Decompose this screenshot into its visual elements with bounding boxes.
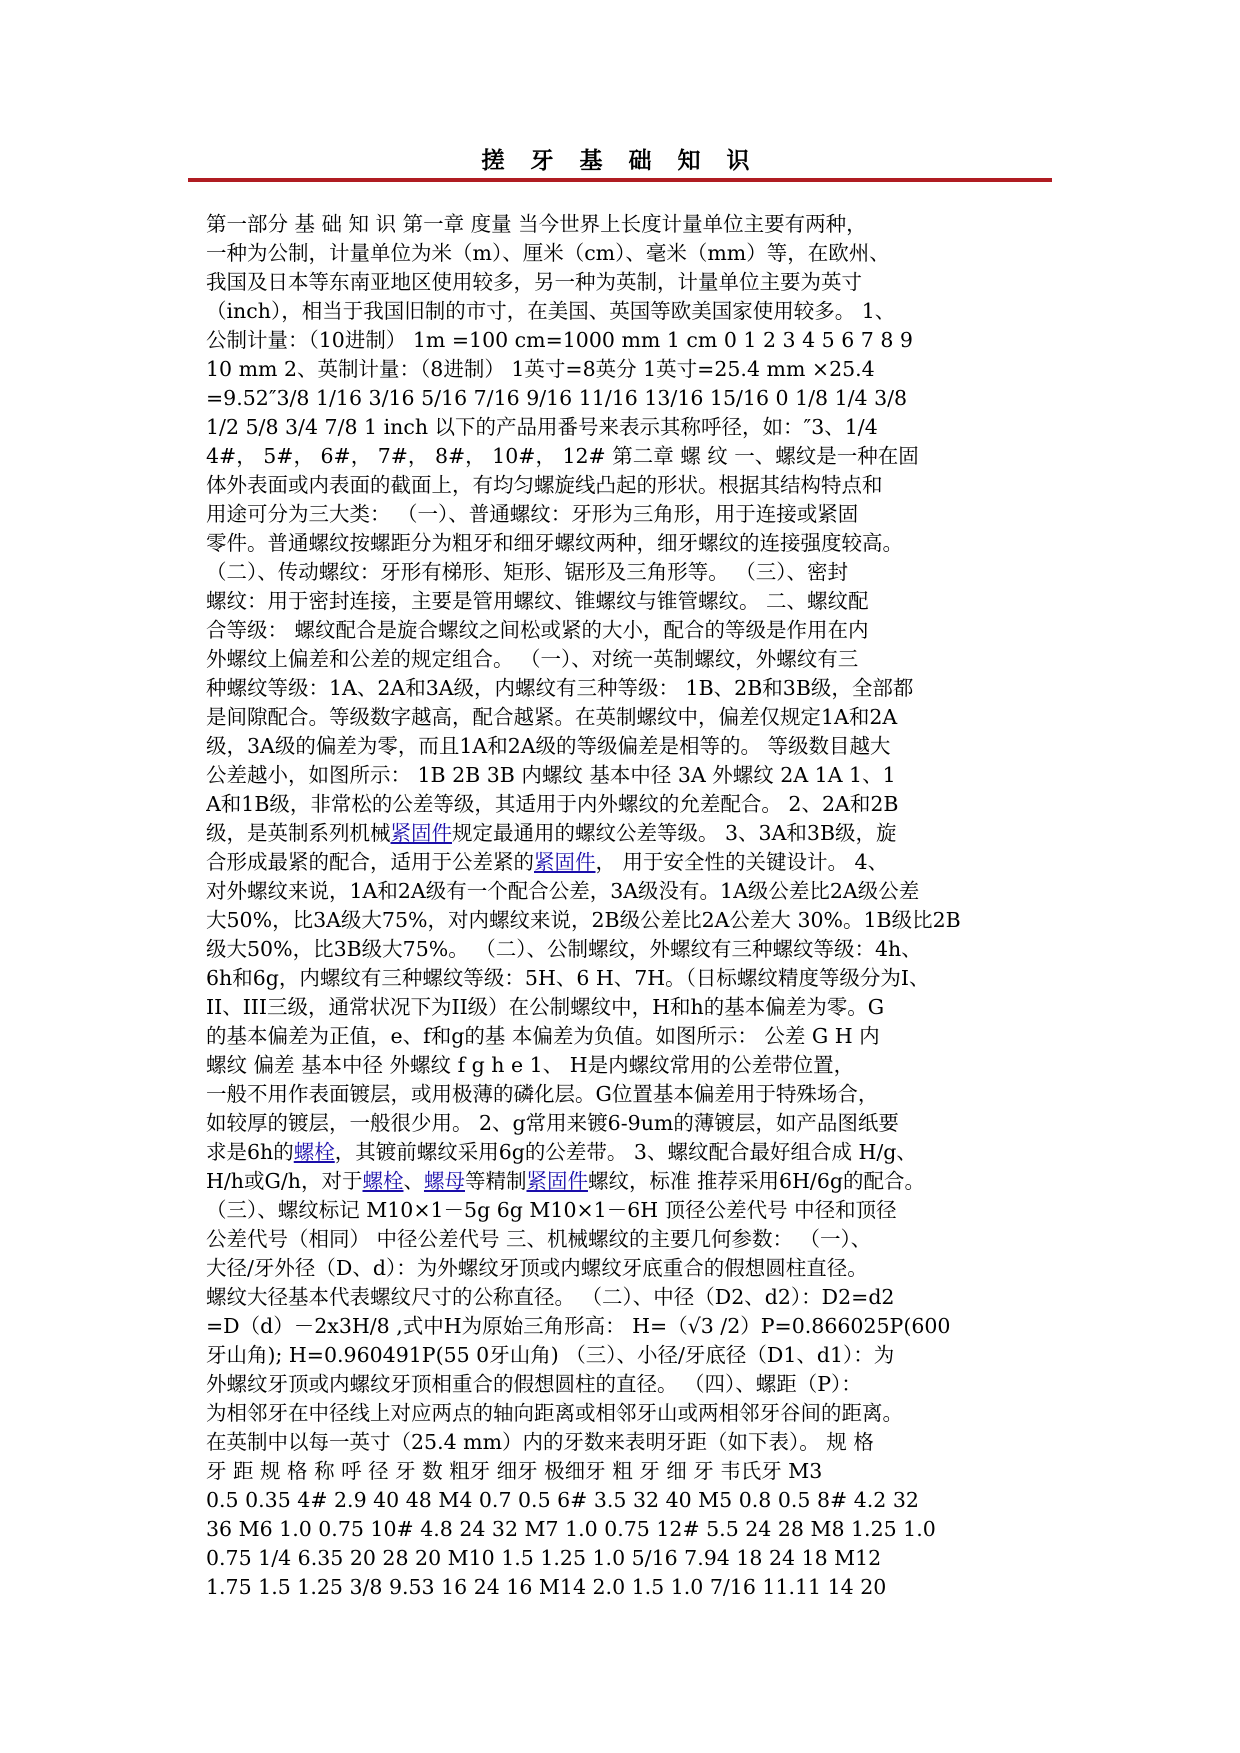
text-segment: 外螺纹牙顶或内螺纹牙顶相重合的假想圆柱的直径。 （四）、螺距（P）： xyxy=(206,1372,862,1396)
text-segment: 在英制中以每一英寸（25.4 mm）内的牙数来表明牙距（如下表）。 规 格 xyxy=(206,1430,874,1454)
text-segment: 级，3A级的偏差为零，而且1A和2A级的等级偏差是相等的。 等级数目越大 xyxy=(206,734,891,758)
text-line xyxy=(206,558,1046,587)
text-segment: 种螺纹等级：1A、2A和3A级，内螺纹有三种等级： 1B、2B和3B级，全部都 xyxy=(206,676,914,700)
text-line xyxy=(206,1225,1046,1254)
text-segment: 0.75 1/4 6.35 20 28 20 M10 1.5 1.25 1.0 5/16 7.94 18 24 18 M12 xyxy=(206,1546,882,1570)
text-line xyxy=(206,1370,1046,1399)
text-line xyxy=(206,268,1046,297)
text-segment: 级，是英制系列机械 xyxy=(206,821,391,845)
text-line xyxy=(206,906,1046,935)
text-segment: 牙 距 规 格 称 呼 径 牙 数 粗牙 细牙 极细牙 粗 牙 细 牙 韦氏牙 M3 xyxy=(206,1459,823,1483)
text-segment: 一般不用作表面镀层，或用极薄的磷化层。G位置基本偏差用于特殊场合， xyxy=(206,1082,879,1106)
text-line xyxy=(206,587,1046,616)
page-title: 搓 牙 基 础 知 识 xyxy=(481,147,759,174)
text-segment: 体外表面或内表面的截面上，有均匀螺旋线凸起的形状。根据其结构特点和 xyxy=(206,473,883,497)
text-segment: 级大50%，比3B级大75%。 （二）、公制螺纹，外螺纹有三种螺纹等级：4h、 xyxy=(206,937,922,961)
text-line xyxy=(206,1428,1046,1457)
text-line xyxy=(206,848,1046,877)
text-segment: 规定最通用的螺纹公差等级。 3、3A和3B级，旋 xyxy=(452,821,897,845)
text-segment: 螺纹大径基本代表螺纹尺寸的公称直径。 （二）、中径（D2、d2）：D2=d2 xyxy=(206,1285,895,1309)
text-segment: 6h和6g，内螺纹有三种螺纹等级：5H、6 H、7H。（日标螺纹精度等级分为I、 xyxy=(206,966,930,990)
text-segment: 的基本偏差为正值，e、f和g的基 本偏差为负值。如图所示： 公差 G H 内 xyxy=(206,1024,880,1048)
text-segment: 一种为公制，计量单位为米（m）、厘米（cm）、毫米（mm）等，在欧州、 xyxy=(206,241,890,265)
text-segment: 、 xyxy=(403,1169,424,1193)
text-line xyxy=(206,819,1046,848)
text-segment: 4#， 5#， 6#， 7#， 8#， 10#， 12# 第二章 螺 纹 一、螺纹是一种在固 xyxy=(206,444,919,468)
text-segment: =D（d）－2x3H/8 ,式中H为原始三角形高： H=（√3 /2）P=0.866025P(600 xyxy=(206,1314,951,1338)
text-line xyxy=(206,1457,1046,1486)
text-line xyxy=(206,674,1046,703)
inline-link[interactable]: 螺栓 xyxy=(293,1140,335,1164)
text-line xyxy=(206,239,1046,268)
text-line xyxy=(206,616,1046,645)
text-line xyxy=(206,413,1046,442)
text-segment: 公差越小，如图所示： 1B 2B 3B 内螺纹 基本中径 3A 外螺纹 2A 1A 1、1 xyxy=(206,763,896,787)
text-segment: 1/2 5/8 3/4 7/8 1 inch 以下的产品用番号来表示其称呼径，如：″3、1/4 xyxy=(206,415,878,439)
text-line xyxy=(206,500,1046,529)
text-segment: 第一部分 基 础 知 识 第一章 度量 当今世界上长度计量单位主要有两种， xyxy=(206,212,867,236)
text-segment: 螺纹，标准 推荐采用6H/6g的配合。 xyxy=(587,1169,925,1193)
text-segment: 公制计量：（10进制） 1m =100 cm=1000 mm 1 cm 0 1 2 3 4 5 6 7 8 9 xyxy=(206,328,913,352)
text-line xyxy=(206,1080,1046,1109)
text-line xyxy=(206,1399,1046,1428)
text-line xyxy=(206,1138,1046,1167)
text-segment: 1.75 1.5 1.25 3/8 9.53 16 24 16 M14 2.0 1.5 1.0 7/16 11.11 14 20 xyxy=(206,1575,887,1599)
text-line xyxy=(206,732,1046,761)
text-segment: ， 用于安全性的关键设计。 4、 xyxy=(595,850,889,874)
inline-link[interactable]: 螺母 xyxy=(423,1169,465,1193)
text-segment: 为相邻牙在中径线上对应两点的轴向距离或相邻牙山或两相邻牙谷间的距离。 xyxy=(206,1401,903,1425)
text-segment: 牙山角); H=0.960491P(55 0牙山角) （三）、小径/牙底径（D1、d1）：为 xyxy=(206,1343,895,1367)
document-body xyxy=(206,210,1046,1602)
text-line xyxy=(206,297,1046,326)
inline-link[interactable]: 螺栓 xyxy=(362,1169,404,1193)
text-line xyxy=(206,471,1046,500)
text-segment: 大径/牙外径（D、d）：为外螺纹牙顶或内螺纹牙底重合的假想圆柱直径。 xyxy=(206,1256,868,1280)
text-segment: 如较厚的镀层，一般很少用。 2、g常用来镀6-9um的薄镀层，如产品图纸要 xyxy=(206,1111,899,1135)
text-line xyxy=(206,935,1046,964)
inline-link[interactable]: 紧固件 xyxy=(534,850,596,874)
text-segment: 我国及日本等东南亚地区使用较多，另一种为英制，计量单位主要为英寸 xyxy=(206,270,862,294)
text-segment: 36 M6 1.0 0.75 10# 4.8 24 32 M7 1.0 0.75 12# 5.5 24 28 M8 1.25 1.0 xyxy=(206,1517,936,1541)
text-line xyxy=(206,645,1046,674)
text-line xyxy=(206,1254,1046,1283)
text-segment: 零件。普通螺纹按螺距分为粗牙和细牙螺纹两种，细牙螺纹的连接强度较高。 xyxy=(206,531,903,555)
text-segment: 合形成最紧的配合，适用于公差紧的 xyxy=(206,850,534,874)
text-line xyxy=(206,964,1046,993)
text-segment: H/h或G/h，对于 xyxy=(206,1169,363,1193)
text-segment: 对外螺纹来说，1A和2A级有一个配合公差，3A级没有。1A级公差比2A级公差 xyxy=(206,879,920,903)
inline-link[interactable]: 紧固件 xyxy=(526,1169,588,1193)
text-line xyxy=(206,529,1046,558)
text-segment: 螺纹 偏差 基本中径 外螺纹 f g h e 1、 H是内螺纹常用的公差带位置， xyxy=(206,1053,855,1077)
text-segment: 0.5 0.35 4# 2.9 40 48 M4 0.7 0.5 6# 3.5 32 40 M5 0.8 0.5 8# 4.2 32 xyxy=(206,1488,919,1512)
text-segment: （inch），相当于我国旧制的市寸，在美国、英国等欧美国家使用较多。 1、 xyxy=(206,299,896,323)
text-line xyxy=(206,1573,1046,1602)
text-segment: 合等级： 螺纹配合是旋合螺纹之间松或紧的大小，配合的等级是作用在内 xyxy=(206,618,869,642)
text-line xyxy=(206,326,1046,355)
text-line xyxy=(206,1341,1046,1370)
text-line xyxy=(206,1486,1046,1515)
text-line xyxy=(206,877,1046,906)
text-line xyxy=(206,1312,1046,1341)
text-line xyxy=(206,384,1046,413)
text-line xyxy=(206,993,1046,1022)
text-segment: （三）、螺纹标记 M10×1－5g 6g M10×1－6H 顶径公差代号 中径和顶径 xyxy=(206,1198,897,1222)
text-line xyxy=(206,1544,1046,1573)
title-divider xyxy=(188,178,1052,182)
text-line xyxy=(206,210,1046,239)
text-segment: A和1B级，非常松的公差等级，其适用于内外螺纹的允差配合。 2、2A和2B xyxy=(206,792,899,816)
text-segment: 公差代号（相同） 中径公差代号 三、机械螺纹的主要几何参数： （一）、 xyxy=(206,1227,872,1251)
text-segment: 等精制 xyxy=(464,1169,527,1193)
text-segment: 用途可分为三大类： （一）、普通螺纹：牙形为三角形，用于连接或紧固 xyxy=(206,502,859,526)
text-line xyxy=(206,1515,1046,1544)
text-segment: II、III三级，通常状况下为II级）在公制螺纹中，H和h的基本偏差为零。G xyxy=(206,995,885,1019)
text-line xyxy=(206,442,1046,471)
text-line xyxy=(206,1109,1046,1138)
text-segment: 是间隙配合。等级数字越高，配合越紧。在英制螺纹中，偏差仅规定1A和2A xyxy=(206,705,898,729)
text-segment: =9.52″3/8 1/16 3/16 5/16 7/16 9/16 11/16 13/16 15/16 0 1/8 1/4 3/8 xyxy=(206,386,908,410)
text-line xyxy=(206,1196,1046,1225)
text-segment: ，其镀前螺纹采用6g的公差带。 3、螺纹配合最好组合成 H/g、 xyxy=(334,1140,917,1164)
text-segment: 求是6h的 xyxy=(206,1140,294,1164)
text-line xyxy=(206,1283,1046,1312)
text-line xyxy=(206,1167,1046,1196)
text-segment: （二）、传动螺纹：牙形有梯形、矩形、锯形及三角形等。 （三）、密封 xyxy=(206,560,849,584)
text-segment: 10 mm 2、英制计量：（8进制） 1英寸=8英分 1英寸=25.4 mm ×25.4 xyxy=(206,357,875,381)
text-line xyxy=(206,1051,1046,1080)
text-line xyxy=(206,355,1046,384)
text-line xyxy=(206,790,1046,819)
text-segment: 螺纹：用于密封连接，主要是管用螺纹、锥螺纹与锥管螺纹。 二、螺纹配 xyxy=(206,589,869,613)
text-line xyxy=(206,1022,1046,1051)
text-segment: 外螺纹上偏差和公差的规定组合。 （一）、对统一英制螺纹，外螺纹有三 xyxy=(206,647,859,671)
text-segment: 大50%，比3A级大75%，对内螺纹来说，2B级公差比2A公差大 30%。1B级比2B xyxy=(206,908,961,932)
inline-link[interactable]: 紧固件 xyxy=(390,821,452,845)
text-line xyxy=(206,761,1046,790)
text-line xyxy=(206,703,1046,732)
